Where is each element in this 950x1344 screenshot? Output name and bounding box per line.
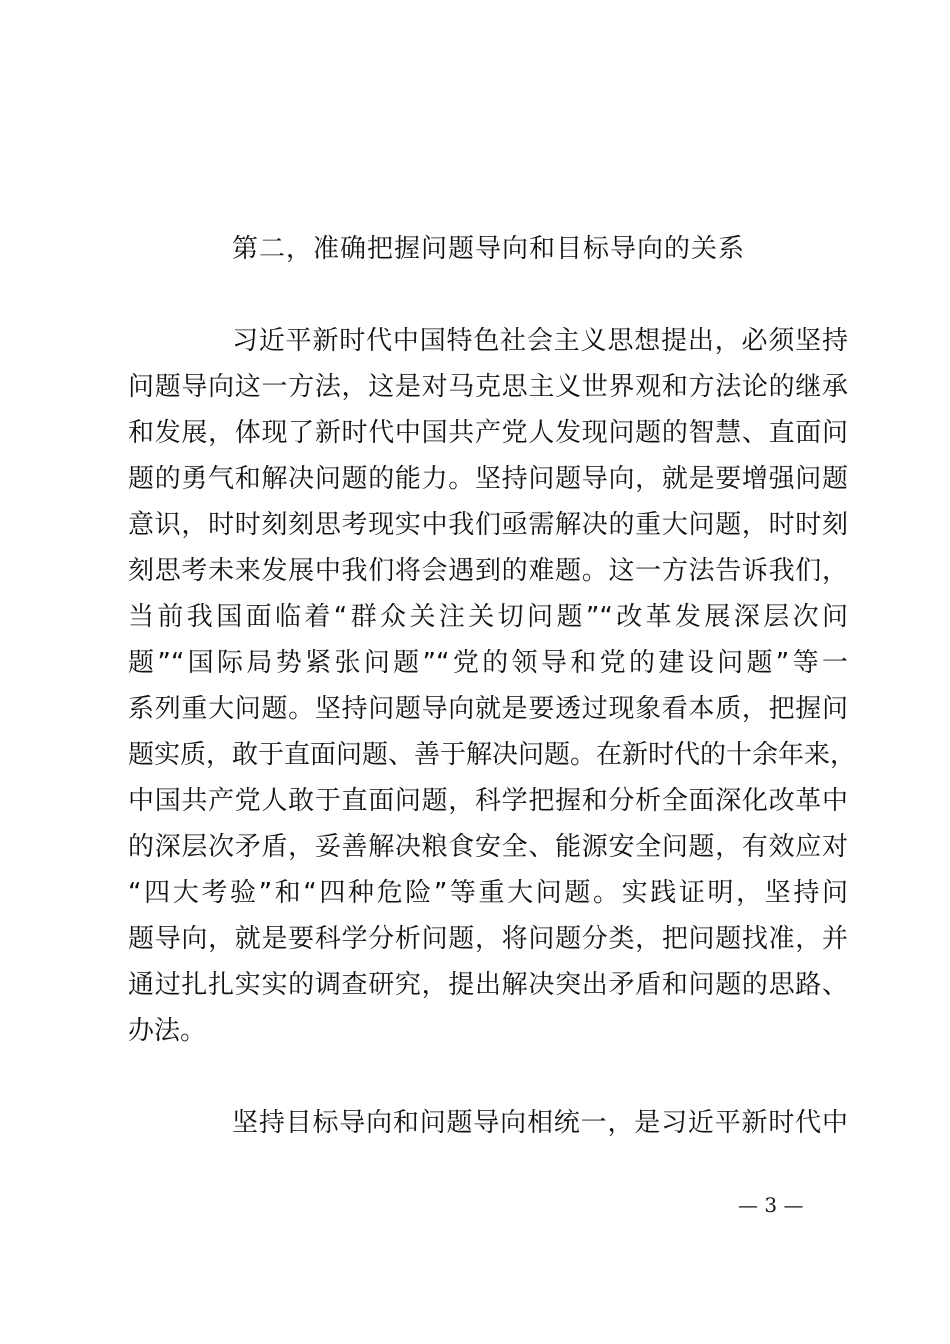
paragraph-line: 的深层次矛盾，妥善解决粮食安全、能源安全问题，有效应对 — [128, 832, 848, 862]
section-heading: 第二，准确把握问题导向和目标导向的关系 — [232, 234, 746, 264]
paragraph-line: “四大考验”和“四种危险”等重大问题。实践证明，坚持问 — [128, 878, 848, 908]
paragraph-line: 通过扎扎实实的调查研究，提出解决突出矛盾和问题的思路、 — [128, 970, 848, 1000]
paragraph-line: 和发展，体现了新时代中国共产党人发现问题的智慧、直面问 — [128, 418, 848, 448]
paragraph-line: 题实质，敢于直面问题、善于解决问题。在新时代的十余年来， — [128, 740, 857, 770]
paragraph-line: 办法。 — [128, 1016, 207, 1046]
paragraph-line: 刻思考未来发展中我们将会遇到的难题。这一方法告诉我们， — [128, 556, 848, 586]
paragraph-line: 系列重大问题。坚持问题导向就是要透过现象看本质，把握问 — [128, 694, 848, 724]
page-number: — 3 — — [738, 1193, 804, 1217]
paragraph-line: 当前我国面临着“群众关注关切问题”“改革发展深层次问 — [128, 602, 848, 632]
paragraph-line: 问题导向这一方法，这是对马克思主义世界观和方法论的继承 — [128, 372, 848, 402]
paragraph-line: 坚持目标导向和问题导向相统一，是习近平新时代中 — [232, 1108, 848, 1138]
paragraph-line: 中国共产党人敢于直面问题，科学把握和分析全面深化改革中 — [128, 786, 848, 816]
paragraph-line: 习近平新时代中国特色社会主义思想提出，必须坚持 — [232, 326, 848, 356]
paragraph-line: 题”“国际局势紧张问题”“党的领导和党的建设问题”等一 — [128, 648, 848, 678]
paragraph-line: 意识，时时刻刻思考现实中我们亟需解决的重大问题，时时刻 — [128, 510, 848, 540]
paragraph-line: 题导向，就是要科学分析问题，将问题分类，把问题找准，并 — [128, 924, 848, 954]
paragraph-line: 题的勇气和解决问题的能力。坚持问题导向，就是要增强问题 — [128, 464, 848, 494]
